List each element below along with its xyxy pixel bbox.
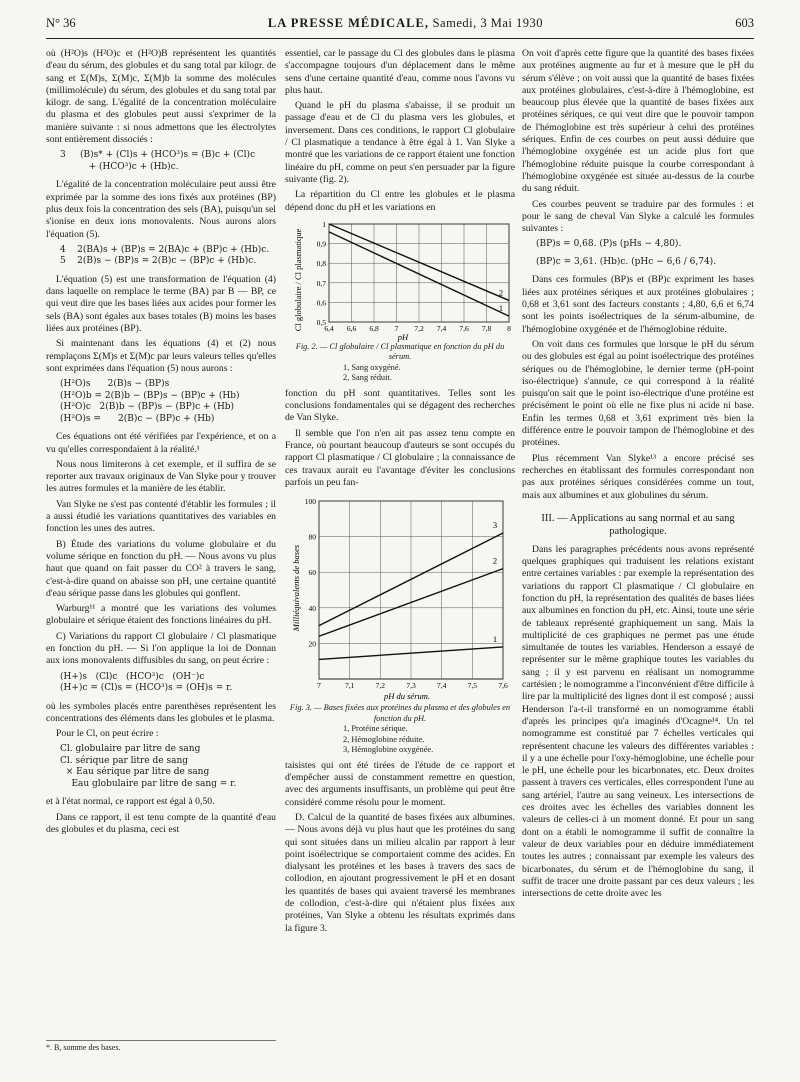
column-1 [46, 48, 276, 1048]
paragraph: où (H²O)s (H²O)c et (H²O)B représentent les quantités d'eau du sérum, des globules et du sang total par kilogr. de sang et Σ(M)s, Σ(M)c, Σ(M)b la somme des molécules (millimolécule) du sérum, des globules et du sang total par kilogr. de sang. L'égalité de la concentration moléculaire du plasma et des globules peut aussi s'exprimer de la manière suivante : si nous admettons que les électrolytes sont entièrement dissociés : [46, 48, 276, 146]
series-label-3: 3 [492, 520, 498, 531]
equation-4-5: 4 2(BA)s + (BP)s = 2(BA)c + (BP)c + (Hb)c. 5 2(B)s − (BP)s = 2(B)c − (BP)c + (Hb)c. [60, 244, 270, 267]
formula-bp-serum: (BP)s = 0,68. (P)s (pHs − 4,80). [536, 239, 682, 250]
fig3-y-axis-label: Milliéquivalents de bases [291, 545, 301, 632]
paragraph: Quand le pH du plasma s'abaisse, il se produit un passage d'eau et de Cl du plasma vers les globules, et inversement. Dans ces conditions, le rapport Cl globulaire / Cl plasmatique a tendance à être égal à 1. Van Slyke a montré que les variations de ce rapport étaient une fonction linéaire du pH, comme on peut s'en persuader par la figure suivante (fig. 2). [285, 100, 515, 185]
fig3-x-axis-label: pH du sérum. [383, 691, 431, 702]
x-tick-label: 7,8 [481, 323, 492, 333]
fig2-y-axis-label: Cl globulaire / Cl plasmatique [293, 228, 303, 332]
figure-2 [285, 218, 515, 384]
y-tick-label: 0,6 [316, 298, 326, 308]
legend-entry: 1, Sang oxygéné. [343, 362, 401, 372]
equation-3: 3 (B)s* + (Cl)s + (HCO³)s = (B)c + (Cl)c + (HCO³)c + (Hb)c. [60, 150, 256, 172]
paragraph: Si maintenant dans les équations (4) et (2) nous remplaçons Σ(M)s et Σ(M)c par leurs valeurs telles qu'elles sont exprimées dans l'équation (5) nous aurons : [46, 338, 276, 374]
paragraph: L'équation (5) est une transformation de l'équation (4) dans laquelle on remplace le terme (BA) par B — BP, ce qui veut dire que les bases liées aux acides pour former les sels (BA) sont égales aux bases totales (B) moins les bases liées aux protéines (BP). [46, 273, 276, 335]
series-label-2: 2 [492, 555, 498, 566]
y-tick-label: 0,5 [316, 317, 326, 327]
x-tick-label: 7,3 [406, 681, 416, 691]
equation-6: (H²O)s 2(B)s − (BP)s (H²O)b = 2(B)b − (BP)s − (BP)c + (Hb) (H²O)c 2(B)b − (BP)s − (BP)c + (Hb) (H²O)s = 2(B)c − (BP)c + (Hb) [60, 379, 240, 424]
y-tick-label: 20 [308, 639, 316, 649]
paragraph: Warburg¹¹ a montré que les variations des volumes globulaire et sérique étaient des fonctions linéaires du pH. [46, 603, 276, 627]
x-tick-label: 7,1 [344, 681, 355, 691]
x-tick-label: 7,6 [498, 681, 508, 691]
fig2-x-axis-label: pH [397, 331, 409, 342]
equation-8: Cl. globulaire par litre de sang Cl. sérique par litre de sang × Eau sérique par litre de sang Eau globulaire par litre de sang = r. [60, 744, 237, 789]
figure-3-caption: Fig. 3. — Bases fixées aux protéines du plasma et des globules en fonction du pH. [289, 703, 511, 723]
issue-number: N° 36 [46, 16, 76, 30]
x-tick-label: 6,8 [369, 323, 379, 333]
figure-3-legend [343, 724, 515, 756]
x-tick-label: 7,5 [467, 681, 478, 691]
figure-3 [285, 493, 515, 756]
y-tick-label: 0,8 [316, 259, 326, 269]
column-2 [285, 48, 515, 1048]
paragraph: Dans ces formules (BP)s et (BP)c expriment les bases liées aux protéines sériques et aux protéines globulaires ; 0,68 et 3,61 sont des facteurs constants ; 4,80, 6,6 et 6,74 sont les points isoélectriques de la sérum-albumine, de l'hémoglobine oxygénée et de l'hémoglobine réduite. [522, 274, 754, 335]
x-tick-label: 7,2 [414, 323, 424, 333]
issue-date: Samedi, 3 Mai 1930 [432, 16, 543, 30]
paragraph: Nous nous limiterons à cet exemple, et il suffira de se reporter aux travaux originaux de Van Slyke pour y trouver les autres formules et la manière de les établir. [46, 458, 276, 495]
paragraph: Van Slyke ne s'est pas contenté d'établir les formules ; il a aussi étudié les variations quantitatives des variables en fonction les unes des autres. [46, 498, 276, 535]
figure-2-chart [285, 218, 515, 342]
footnote: *. B, somme des bases. [46, 1040, 276, 1052]
section-heading: III. — Applications au sang normal et au sang pathologique. [541, 512, 735, 537]
journal-title: LA PRESSE MÉDICALE, [267, 16, 429, 30]
paragraph: et à l'état normal, ce rapport est égal à 0,50. [46, 796, 215, 808]
y-tick-label: 40 [308, 604, 316, 614]
paragraph: Plus récemment Van Slyke¹³ a encore précisé ses recherches en établissant des formules correspondant non pas aux protéines sériques considérées comme un tout, mais aux albumines et aux globulines du sérum. [522, 452, 754, 501]
figure-2-legend [343, 363, 515, 384]
page-number: 603 [735, 16, 754, 30]
paragraph: On voit d'après cette figure que la quantité des bases fixées aux protéines augmente au fur et à mesure que le pH du sérum s'élève ; on voit aussi que la quantité de bases fixées aux protéines globulaires, c'est-à-dire à l'hémoglobine, est beaucoup plus élevée que la quantité de bases fixées aux protéines sériques, ce qui veut dire que le pouvoir tampon de l'hémoglobine est très supérieur à celui des protéines sériques. Enfin de ces courbes on peut aussi déduire que l'hémoglobine oxygénée est un acide plus fort que l'hémoglobine réduite puisque la courbe correspondant à l'hémoglobine oxygénée est située au-dessus de la courbe du sang réduit. [522, 48, 754, 195]
paragraph: On voit dans ces formules que lorsque le pH du sérum ou des globules est égal au point isoélectrique des protéines sériques ou de l'hémoglobine, le dernier terme (pH-point iso-électrique) s'annule, ce qui correspond à la réalité puisqu'on sait que le point iso-électrique d'une protéine est précisément le point où elle ne fixe plus ni acide ni base. Enfin les termes 0,68 et 3,61 expriment très bien la différence entre le pouvoir tampon de l'hémoglobine et des protéines. [522, 338, 754, 449]
y-tick-label: 80 [308, 532, 316, 542]
x-tick-label: 7,6 [459, 323, 469, 333]
x-tick-label: 7,2 [375, 681, 386, 691]
paragraph: où les symboles placés entre parenthèses représentent les concentrations des éléments dans les globules et le plasma. [46, 700, 276, 724]
paragraph: Il semble que l'on n'en ait pas assez tenu compte en France, où pourtant beaucoup d'auteurs se sont occupés du rapport Cl plasmatique / Cl globulaire ; la connaissance de ces travaux aurait eu l'avantage d'éviter les conclusions parfois un peu fan- [285, 427, 515, 488]
paragraph: essentiel, car le passage du Cl des globules dans le plasma s'accompagne toujours d'un déplacement dans le même sens d'une certaine quantité d'eau, comme nous l'avons vu plus haut. [285, 48, 515, 96]
equation-7: (H+)s (Cl)c (HCO³)c (OH⁻)c (H+)c = (Cl)s = (HCO³)s = (OH)s = r. [60, 671, 233, 694]
legend-entry: 2, Hémoglobine réduite. [343, 734, 425, 744]
formula-bp-globules: (BP)c = 3,61. (Hb)c. (pHc − 6,6 / 6,74). [536, 256, 717, 267]
page-header [46, 16, 754, 39]
series-label-1: 1 [498, 302, 504, 313]
y-tick-label: 100 [304, 497, 316, 507]
paragraph: fonction du pH sont quantitatives. Telles sont les conclusions fondamentales qui se dégagent des recherches de Van Slyke. [285, 387, 515, 424]
legend-entry: 2, Sang réduit. [343, 373, 392, 383]
x-tick-label: 6,4 [324, 323, 334, 333]
paragraph: L'égalité de la concentration moléculaire peut aussi être exprimée par la somme des ions fixés aux protéines (BP) plus deux fois la concentration des sels (BA), puisqu'un sel s'ionise en deux ions monovalents. Nous aurons alors l'équation (5). [46, 179, 276, 240]
series-label-2: 2 [498, 287, 504, 298]
legend-entry: 3, Hémoglobine oxygénée. [343, 745, 434, 755]
x-tick-label: 8 [507, 323, 511, 333]
y-tick-label: 0,7 [316, 278, 326, 288]
legend-entry: 1, Protéine sérique. [343, 724, 408, 734]
paragraph: taisistes qui ont été tirées de l'étude de ce rapport et d'empêcher aussi de constamment remettre en question, avec des arguments insuffisants, un problème qui peut être considéré comme résolu pour le moment. [285, 759, 515, 808]
column-3 [522, 48, 754, 1048]
y-tick-label: 60 [308, 568, 316, 578]
paragraph: La répartition du Cl entre les globules et le plasma dépend donc du pH et les variations en [285, 189, 515, 213]
x-tick-label: 7,4 [436, 323, 447, 333]
y-tick-label: 0,9 [316, 239, 326, 249]
paragraph: Ces courbes peuvent se traduire par des formules : et pour le sang de cheval Van Slyke a calculé les formules suivantes : [522, 198, 754, 235]
x-tick-label: 7 [394, 323, 399, 333]
x-tick-label: 7 [317, 681, 321, 691]
paragraph: Pour le Cl, on peut écrire : [56, 728, 159, 740]
figure-2-caption: Fig. 2. — Cl globulaire / Cl plasmatique en fonction du pH du sérum. [295, 341, 505, 362]
figure-3-chart [285, 493, 515, 703]
paragraph: Dans ce rapport, il est tenu compte de la quantité d'eau des globules et du plasma, ceci est [46, 811, 276, 836]
x-tick-label: 6,6 [346, 323, 357, 333]
paragraph: Dans les paragraphes précédents nous avons représenté quelques graphiques qui traduisent les relations existant entre certaines variables : par exemple la représentation des variations du rapport Cl plasmatique / Cl globulaire en fonction du pH, la représentation des qualités de bases liées aux albumines en fonction du pH, etc. Ainsi, toute une série de tableaux représenté graphiquement un sang. Mais la multiplicité de ces graphiques ne permet pas une étude simultanée de toutes les variables. Henderson a essayé de représenter sur le même graphique toutes les variables du sang ; il y est parvenu en réalisant un nomogramme cartésien ; le nomogramme a l'inconvénient d'être difficile à lire par la multiplicité des lignes dont il est composé ; aussi Henderson l'a-t-il transformé en un nomogramme établi d'après les principes qu'a imaginés d'Ocagne¹⁴. Un tel nomogramme est constitué par 7 échelles verticales qui représentent chacune les valeurs des différentes variables : il y a une échelle pour l'oxy-hémoglobine, une échelle pour le pH, une échelle pour les bicarbonates, etc. Deux droites passent à travers ces verticales, elles correspondent l'une au sang artériel, l'autre au sang veineux. Les intersections de ces droites avec les échelles des variables donnent les valeurs de celles-ci à un moment donné. Et pour un sang dont on a établi le nomogramme il suffit de connaître la valeur de deux variables pour en déduire immédiatement toutes les autres ; connaissant par exemple les valeurs des bicarbonates, du sérum et de l'hémoglobine du sang, il suffit de tracer une droite passant par ces deux valeurs ; les intersections de cette droite avec les [522, 543, 754, 900]
journal-masthead [268, 16, 543, 31]
y-tick-label: 1 [322, 219, 326, 229]
paragraph: D. Calcul de la quantité de bases fixées aux albumines. — Nous avons déjà vu plus haut que les protéines du sang qui sont situées dans un milieu alcalin par rapport à leur point isoélectrique se comportaient comme des acides. En dialysant les protéines et les bases à travers des sacs de collodion, en ajoutant progressivement le pH et en dosant les quantités de bases qui avaient traversé les membranes de collodion, c'est-à-dire qui n'étaient plus fixées aux protéines, Van Slyke a obtenu les résultats exprimés dans la figure 3. [285, 811, 515, 934]
x-tick-label: 7,4 [436, 681, 447, 691]
series-label-1: 1 [492, 634, 498, 645]
paragraph: Ces équations ont été vérifiées par l'expérience, et on a vu qu'elles correspondaient à la réalité.¹ [46, 431, 276, 455]
paragraph: C) Variations du rapport Cl globulaire / Cl plasmatique en fonction du pH. — Si l'on applique la loi de Donnan aux ions monovalents diffusibles du sang, on peut écrire : [46, 630, 276, 667]
paragraph: B) Étude des variations du volume globulaire et du volume sérique en fonction du pH. — Nous avons vu plus haut que quand on fait passer du CO² à travers le sang, c'est-à-dire quand on abaisse son pH, une certaine quantité d'eau sérique passe dans les globules qui gonflent. [46, 538, 276, 599]
